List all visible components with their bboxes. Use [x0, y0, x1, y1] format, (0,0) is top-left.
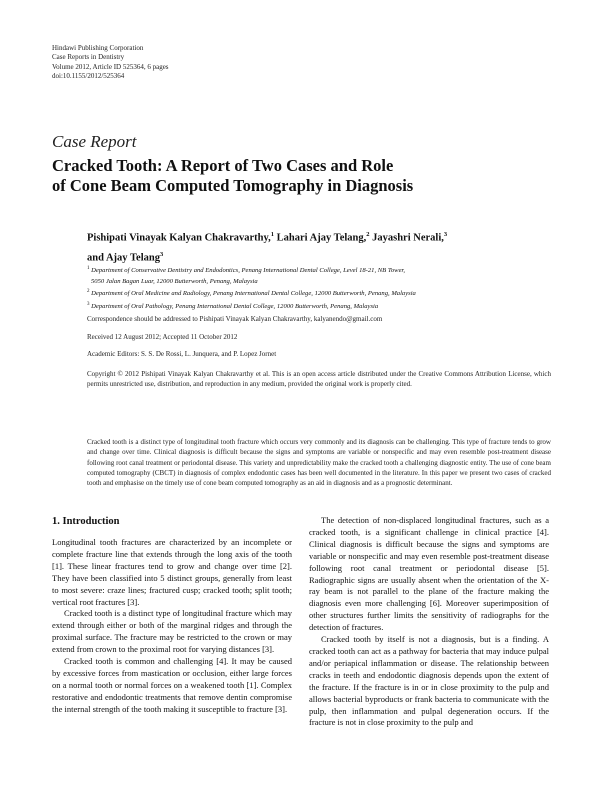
- correspondence: Correspondence should be addressed to Pishipati Vinayak Kalyan Chakravarthy, kalyanendo@gmail.com: [87, 315, 383, 323]
- left-column: [52, 515, 292, 716]
- copyright-notice: Copyright © 2012 Pishipati Vinayak Kalyan Chakravarthy et al. This is an open access article distributed under the Creative Commons Attribution License, which permits unrestricted use, distribution, and reproduction in any medium, provided the original work is properly cited.: [87, 370, 551, 389]
- paragraph: Cracked tooth is a distinct type of longitudinal fracture which may extend through either or both of the marginal ridges and through the proximal surface. The fracture may be restricted to the crown or may extend from crown to the proximal root for varying distances [3].: [52, 608, 292, 655]
- author-affil-mark: 2: [366, 231, 370, 238]
- academic-editors: Academic Editors: S. S. De Rossi, L. Junquera, and P. Lopez Jornet: [87, 350, 277, 358]
- abstract: Cracked tooth is a distinct type of longitudinal tooth fracture which occurs very commonly and its diagnosis can be challenging. This type of fracture tends to grow and change over time. Clinical diagnosis is difficult because the signs and symptoms are variable or nonspecific and may even resemble post-treatment disease following root canal treatment or periodontal disease. This variety and unpredictability make the cracked tooth a challenging diagnostic entity. The use of cone beam computed tomography (CBCT) in diagnosis of complex endodontic cases has been well documented in the literature. In this paper we present two cases of cracked tooth and emphasise on the timely use of cone beam computed tomography as an aid in diagnosis and as a prognostic determinant.: [87, 438, 551, 488]
- author-name: Lahari Ajay Telang,: [276, 232, 367, 244]
- volume-info: Volume 2012, Article ID 525364, 6 pages: [52, 62, 169, 71]
- doi: doi:10.1155/2012/525364: [52, 72, 125, 81]
- title-line-2: of Cone Beam Computed Tomography in Diagnosis: [52, 176, 414, 195]
- author-name: Pishipati Vinayak Kalyan Chakravarthy,: [87, 232, 271, 244]
- received-accepted-dates: Received 12 August 2012; Accepted 11 October 2012: [87, 333, 238, 341]
- paragraph: The detection of non-displaced longitudinal fractures, such as a cracked tooth, is a significant challenge in clinical practice [4]. Clinical diagnosis is difficult because the signs and symptoms are variable or nonspecific and may even resemble post-treatment disease following root canal treatment or periodontal disease [5]. Radiographic signs are usually absent when the orientation of the X-ray beam is not parallel to the plane of the fracture making the diagnosis even more challenging [6]. Moreover superimposition of other structures further limits the sensitivity of radiographs for the detection of fractures.: [309, 515, 549, 633]
- paragraph: Cracked tooth by itself is not a diagnosis, but is a finding. A cracked tooth can act as a pathway for bacteria that may induce pulpal and/or periapical inflammation or disease. The relationship between cracks in teeth and endodontic diagnosis depends upon the extent of the fracture. If the fracture is in or in close proximity to the pulp and allows bacterial byproducts or frank bacteria to communicate with the pulp, then inflammation and pulpal degeneration occurs. If the fracture is not in close proximity to the pulp and: [309, 634, 549, 728]
- affiliation: $^1$ Department of Conservative Dentistry and Endodontics, Penang International Dental College, Level 18-21, NB Tower,: [87, 266, 405, 275]
- title-line-1: Cracked Tooth: A Report of Two Cases and Role: [52, 156, 394, 175]
- paragraph: Longitudinal tooth fractures are characterized by an incomplete or complete fracture line that extends through the long axis of the tooth [1]. These linear fractures tend to grow and change over time [2]. They have been classified into 5 distinct groups, generally from least to most severe: craze lines; fractured cusp; cracked tooth; split tooth; vertical root fractures [3].: [52, 537, 292, 607]
- affiliation: $^2$ Department of Oral Medicine and Radiology, Penang International Dental College, 12000 Butterworth, Penang, Malaysia: [87, 289, 416, 298]
- author-name: and Ajay Telang: [87, 252, 160, 263]
- author-name: Jayashri Nerali,: [372, 232, 444, 244]
- author-list: [87, 227, 567, 266]
- section-heading: 1. Introduction: [52, 516, 120, 527]
- affiliation-list: [87, 264, 557, 313]
- affiliation: $^3$ Department of Oral Pathology, Penang International Dental College, 12000 Butterworth, Penang, Malaysia: [87, 302, 379, 311]
- right-column: [309, 515, 549, 729]
- publication-info: [52, 44, 169, 82]
- journal-name: Case Reports in Dentistry: [52, 53, 125, 62]
- publisher-name: Hindawi Publishing Corporation: [52, 44, 144, 52]
- article-title: [52, 156, 413, 196]
- affiliation-continued: 5050 Jalan Bagan Luar, 12000 Butterworth, Penang, Malaysia: [91, 277, 258, 285]
- paragraph: Cracked tooth is common and challenging [4]. It may be caused by excessive forces from mastication or occlusion, either large forces on a normal tooth or normal forces on a weakened tooth [1]. Complex restorative and endodontic treatments that remove dentin compromise the internal strength of the tooth making it susceptible to fracture [3].: [52, 656, 292, 714]
- author-affil-mark: 3: [443, 231, 448, 238]
- author-affil-mark: 1: [270, 231, 275, 238]
- article-type: Case Report: [52, 132, 137, 151]
- author-affil-mark: 3: [159, 250, 164, 258]
